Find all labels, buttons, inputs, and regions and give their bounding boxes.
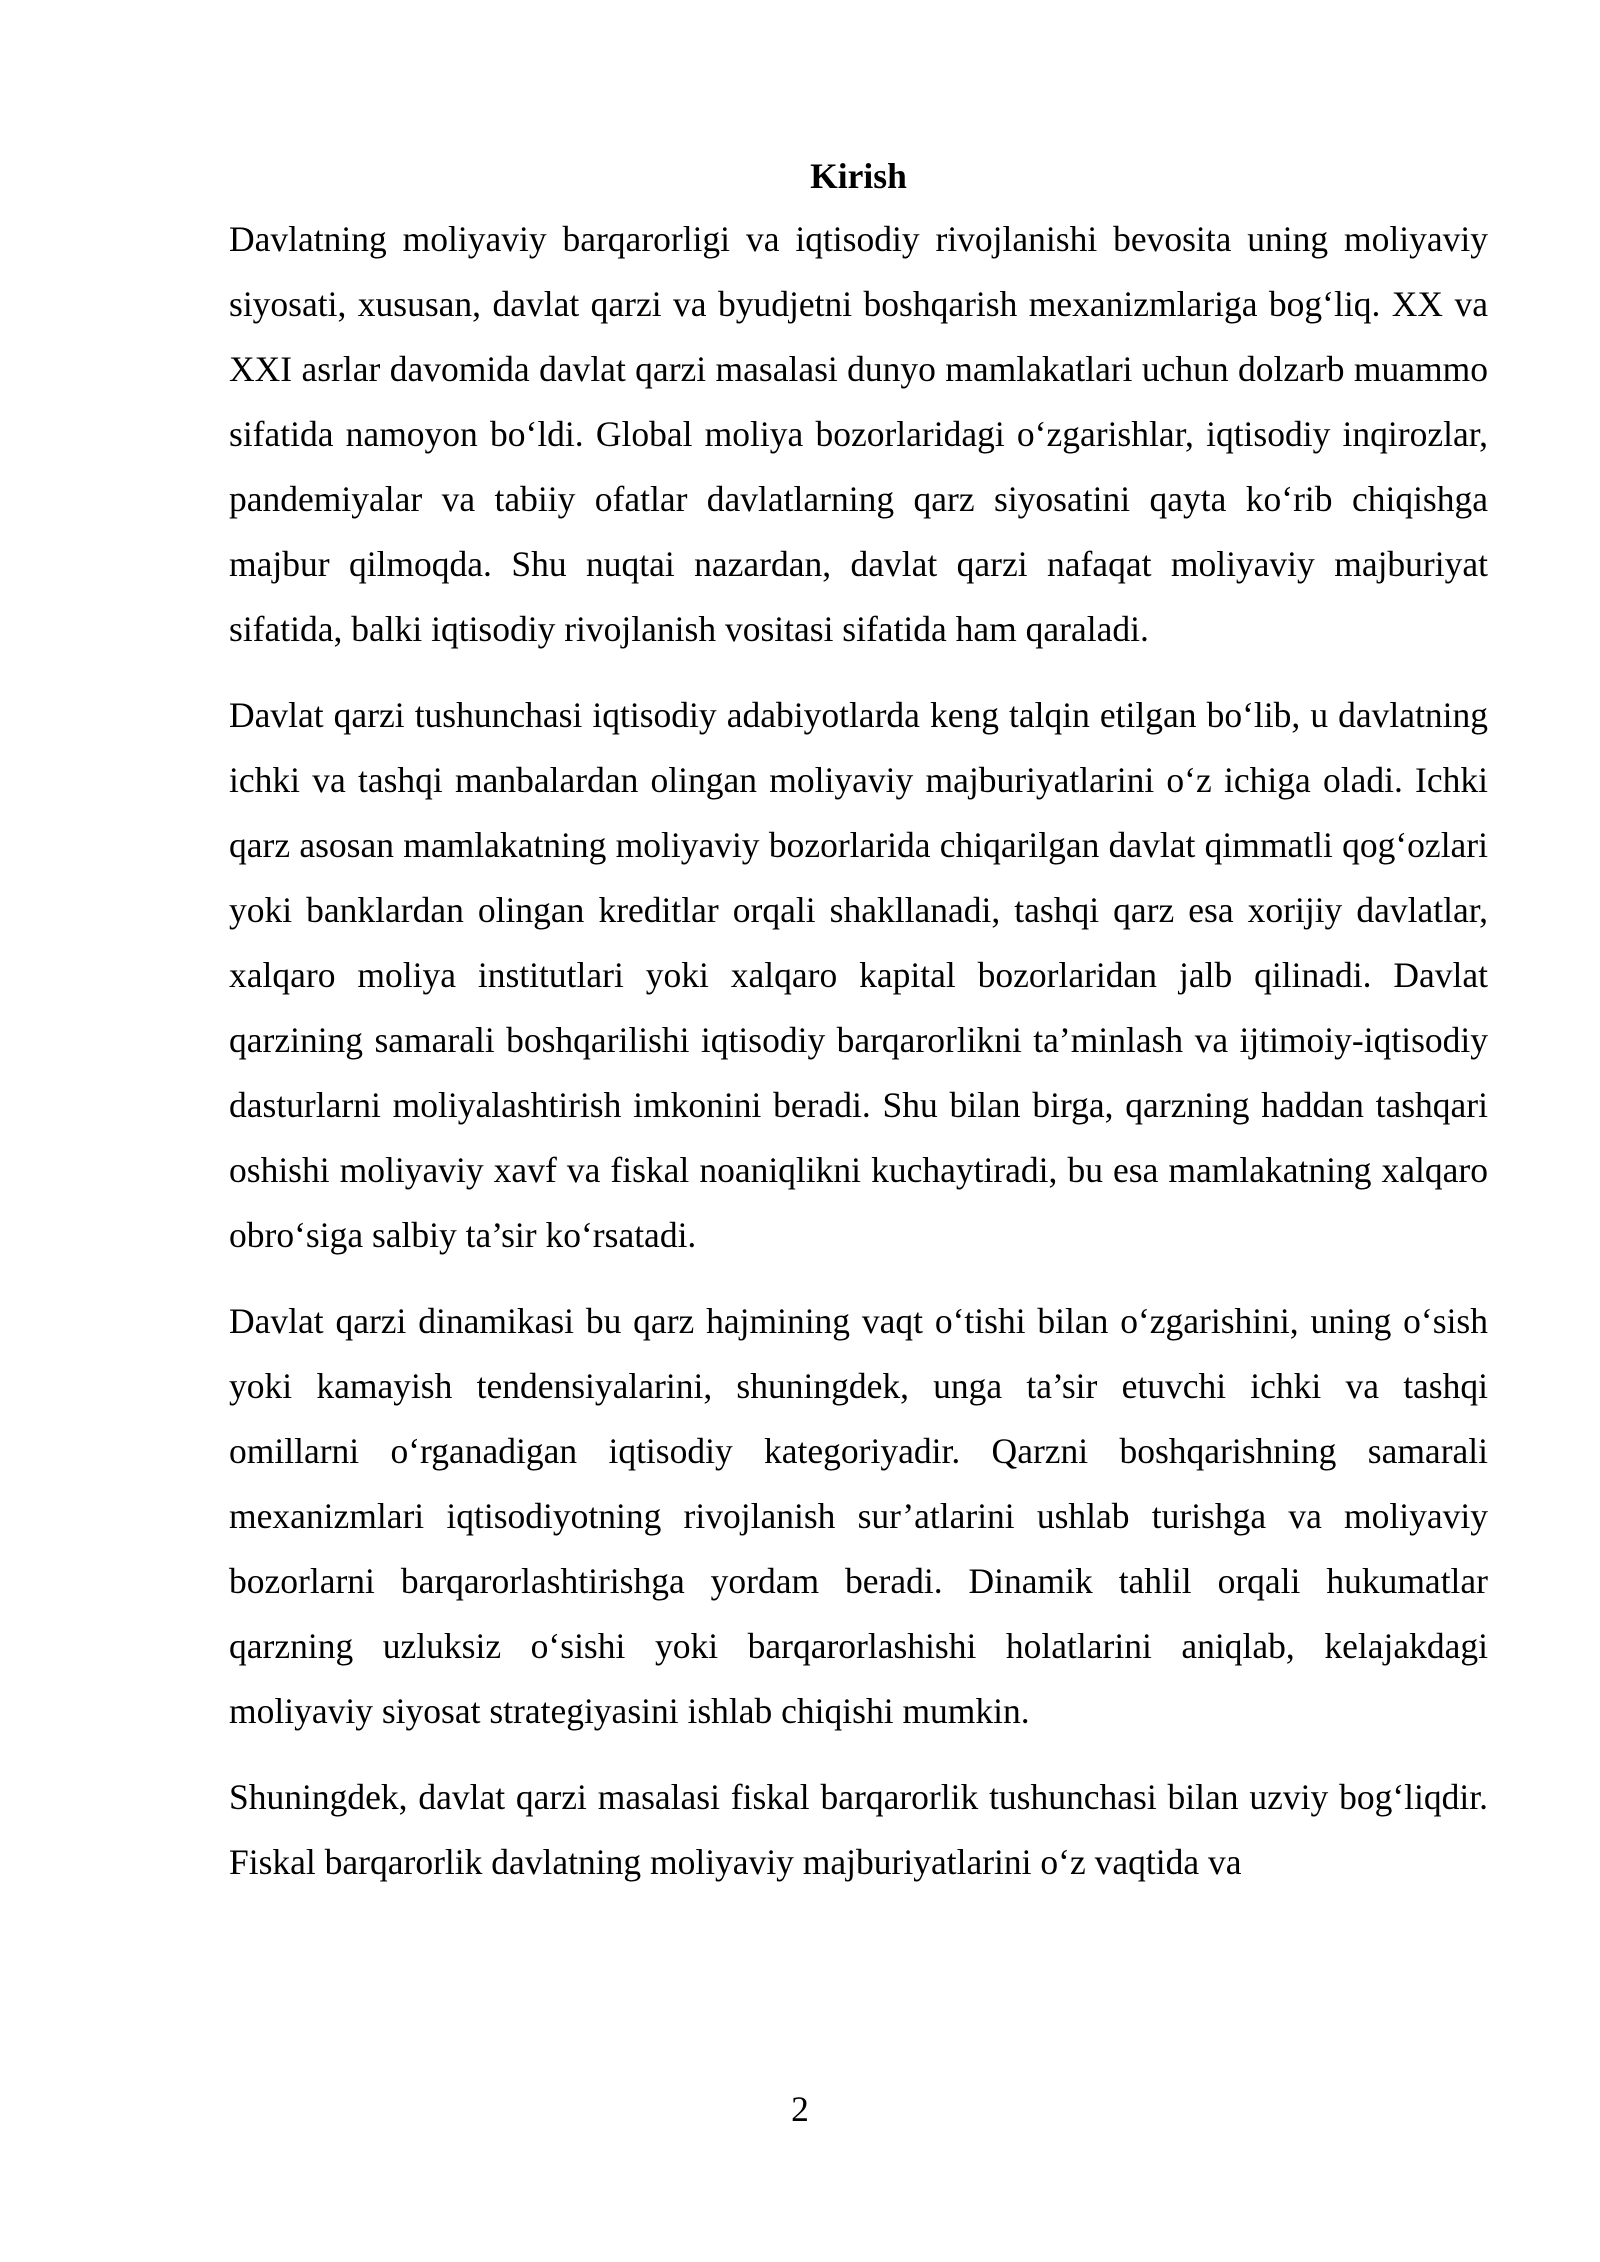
paragraph: Davlat qarzi dinamikasi bu qarz hajmining vaqt o‘tishi bilan o‘zgarishini, uning o‘sish yoki kamayish tendensiyalarini, shuningdek, unga ta’sir etuvchi ichki va tashqi omillarni o‘rganadigan iqtisodiy kategoriyadir. Qarzni boshqarishning samarali mexanizmlari iqtisodiyotning rivojlanish sur’atlarini ushlab turishga va moliyaviy bozorlarni barqarorlashtirishga yordam beradi. Dinamik tahlil orqali hukumatlar qarzning uzluksiz o‘sishi yoki barqarorlashishi holatlarini aniqlab, kelajakdagi moliyaviy siyosat strategiyasini ishlab chiqishi mumkin. [229, 1301, 1488, 1731]
paragraph: Davlat qarzi tushunchasi iqtisodiy adabiyotlarda keng talqin etilgan bo‘lib, u davlatning ichki va tashqi manbalardan olingan moliyaviy majburiyatlarini o‘z ichiga oladi. Ichki qarz asosan mamlakatning moliyaviy bozorlarida chiqarilgan davlat qimmatli qog‘ozlari yoki banklardan olingan kreditlar orqali shakllanadi, tashqi qarz esa xorijiy davlatlar, xalqaro moliya institutlari yoki xalqaro kapital bozorlaridan jalb qilinadi. Davlat qarzining samarali boshqarilishi iqtisodiy barqarorlikni ta’minlash va ijtimoiy-iqtisodiy dasturlarni moliyalashtirish imkonini beradi. Shu bilan birga, qarzning haddan tashqari oshishi moliyaviy xavf va fiskal noaniqlikni kuchaytiradi, bu esa mamlakatning xalqaro obro‘siga salbiy ta’sir ko‘rsatadi. [229, 695, 1488, 1255]
document-body [229, 145, 1488, 1916]
page-number: 2 [791, 2089, 809, 2129]
section-title: Kirish [810, 156, 907, 196]
paragraph: Davlatning moliyaviy barqarorligi va iqtisodiy rivojlanishi bevosita uning moliyaviy siyosati, xususan, davlat qarzi va byudjetni boshqarish mexanizmlariga bog‘liq. XX va XXI asrlar davomida davlat qarzi masalasi dunyo mamlakatlari uchun dolzarb muammo sifatida namoyon bo‘ldi. Global moliya bozorlaridagi o‘zgarishlar, iqtisodiy inqirozlar, pandemiyalar va tabiiy ofatlar davlatlarning qarz siyosatini qayta ko‘rib chiqishga majbur qilmoqda. Shu nuqtai nazardan, davlat qarzi nafaqat moliyaviy majburiyat sifatida, balki iqtisodiy rivojlanish vositasi sifatida ham qaraladi. [229, 219, 1488, 649]
paragraph: Shuningdek, davlat qarzi masalasi fiskal barqarorlik tushunchasi bilan uzviy bog‘liqdir. Fiskal barqarorlik davlatning moliyaviy majburiyatlarini o‘z vaqtida va [229, 1777, 1488, 1882]
